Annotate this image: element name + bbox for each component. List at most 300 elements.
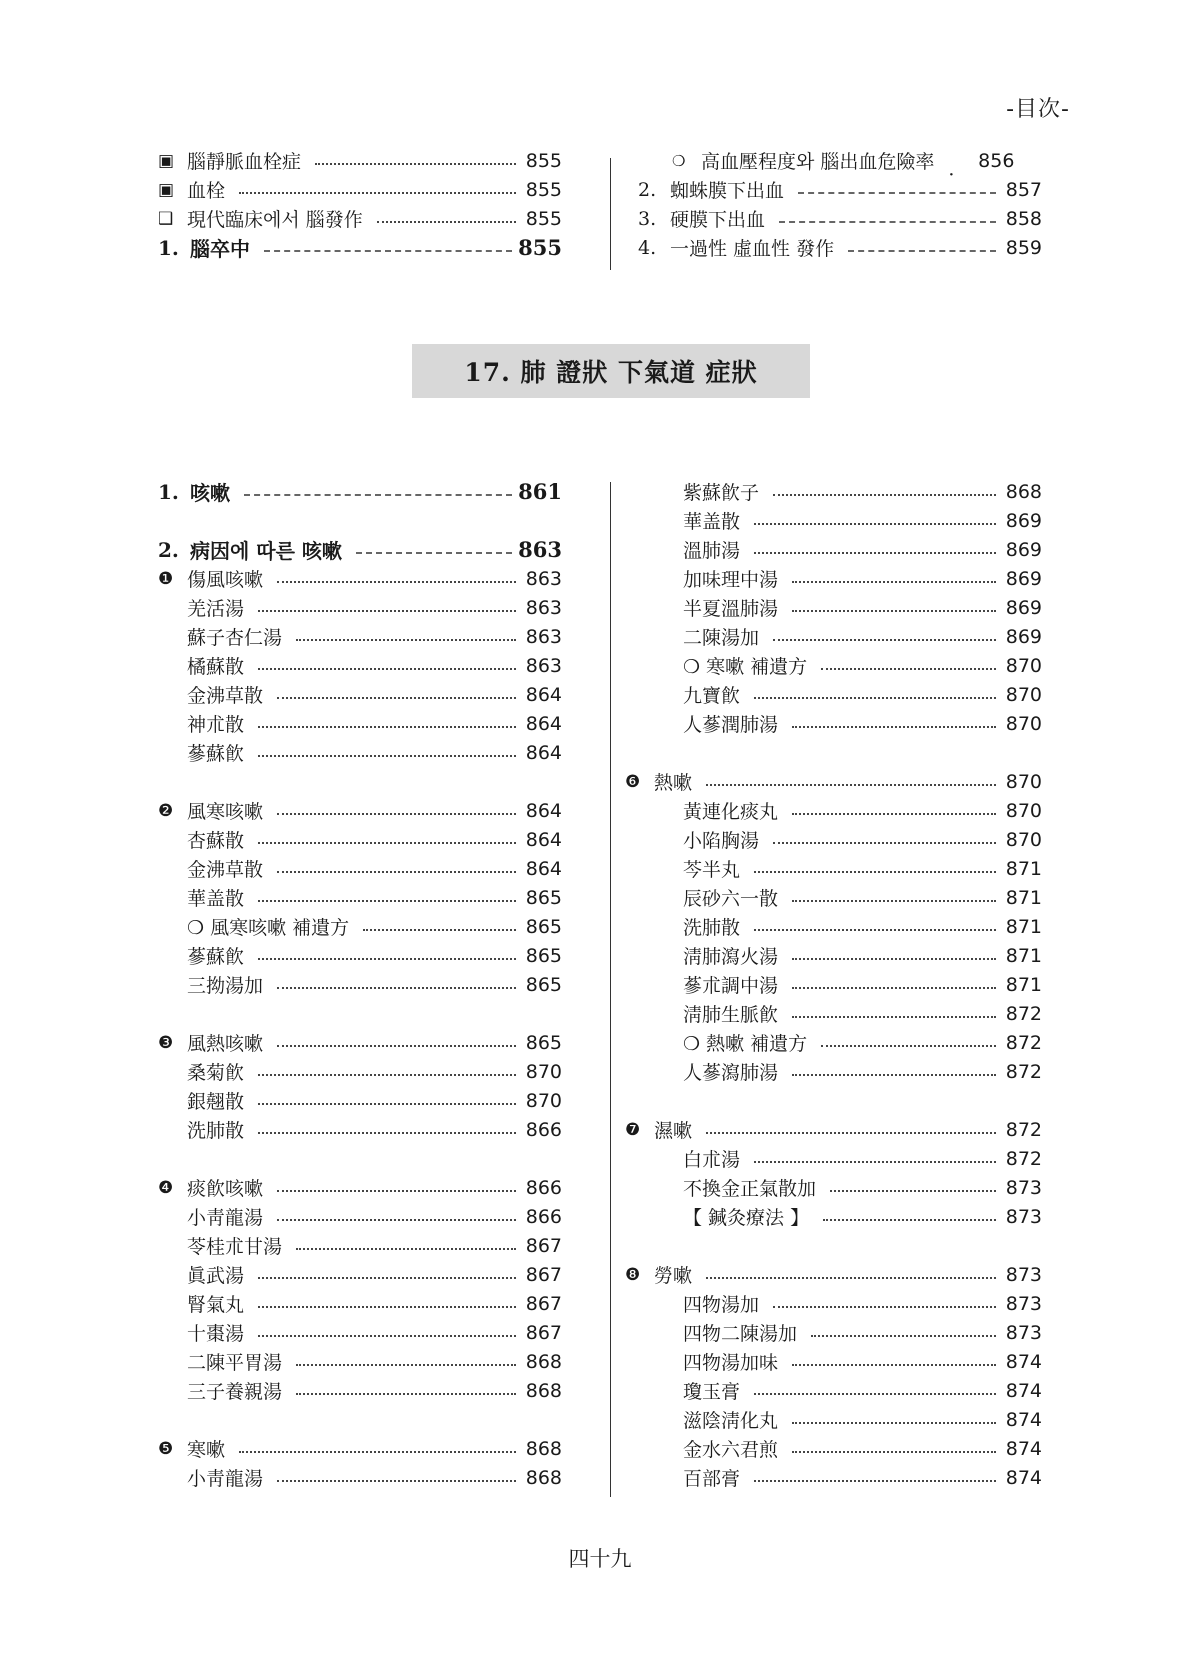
dot-leader — [823, 1219, 996, 1221]
entry-title: 傷風咳嗽 — [187, 569, 264, 591]
entry-marker: ❸ — [158, 1032, 174, 1053]
entry-title: 小陷胸湯 — [683, 830, 760, 852]
column-divider-top — [610, 158, 611, 270]
entry-marker: ▣ — [158, 150, 175, 171]
entry-page-number: 866 — [525, 1118, 562, 1141]
dot-leader — [792, 1074, 996, 1076]
toc-entry[interactable] — [625, 767, 1042, 796]
entry-title: 銀翹散 — [187, 1091, 245, 1113]
toc-entry[interactable] — [654, 1463, 1042, 1492]
toc-entry[interactable] — [158, 535, 562, 564]
entry-page-number: 872 — [1005, 1031, 1042, 1054]
toc-entry[interactable] — [158, 970, 562, 999]
dot-leader — [792, 987, 996, 989]
dot-leader — [258, 900, 516, 902]
dot-leader — [258, 1074, 516, 1076]
entry-title: 洗肺散 — [683, 917, 741, 939]
toc-entry[interactable] — [654, 506, 1042, 535]
dot-leader — [277, 1045, 516, 1047]
entry-page-number: 858 — [1005, 207, 1042, 230]
spacer — [158, 1405, 562, 1434]
entry-title: 寒嗽 — [187, 1439, 226, 1461]
dot-leader — [773, 1306, 996, 1308]
toc-entry[interactable] — [158, 1434, 562, 1463]
entry-title: 溫肺湯 — [683, 540, 741, 562]
entry-title: 九寶飮 — [683, 685, 741, 707]
dot-leader — [258, 1132, 516, 1134]
entry-page-number: 864 — [525, 828, 562, 851]
entry-title: 淸肺生脈飮 — [683, 1004, 779, 1026]
dot-leader — [792, 726, 996, 728]
entry-page-number: 873 — [1005, 1292, 1042, 1315]
toc-entry[interactable] — [654, 1434, 1042, 1463]
dot-leader — [277, 1219, 516, 1221]
dot-leader — [792, 1016, 996, 1018]
toc-entry[interactable] — [158, 709, 562, 738]
entry-title: 人蔘瀉肺湯 — [683, 1062, 779, 1084]
entry-title: 小靑龍湯 — [187, 1468, 264, 1490]
dot-leader — [754, 552, 996, 554]
entry-page-number: 872 — [1005, 1060, 1042, 1083]
toc-entry[interactable] — [625, 1260, 1042, 1289]
entry-title: 橘蘇散 — [187, 656, 245, 678]
dot-leader — [706, 1277, 996, 1279]
dot-leader — [239, 192, 516, 194]
dot-leader — [277, 813, 516, 815]
running-header: -目次- — [1006, 97, 1070, 122]
entry-page-number: 874 — [1005, 1379, 1042, 1402]
dot-leader — [363, 929, 516, 931]
toc-entry[interactable] — [158, 1173, 562, 1202]
entry-title: ❍ 風寒咳嗽 補遺方 — [187, 917, 350, 939]
entry-title: 三子養親湯 — [187, 1381, 283, 1403]
dot-leader — [848, 250, 996, 252]
dot-leader — [296, 639, 516, 641]
entry-page-number: 855 — [525, 149, 562, 172]
dot-leader — [773, 842, 996, 844]
entry-page-number: 871 — [1005, 944, 1042, 967]
toc-entry[interactable] — [158, 912, 562, 941]
entry-page-number: 855 — [525, 207, 562, 230]
entry-marker: ❷ — [158, 800, 174, 821]
entry-page-number: 856 — [978, 149, 1015, 172]
entry-title: 病因에 따른 咳嗽 — [190, 539, 342, 563]
toc-left-column — [158, 477, 562, 1492]
toc-entry[interactable] — [158, 477, 562, 506]
dot-leader — [277, 871, 516, 873]
entry-title: 百部膏 — [683, 1468, 741, 1490]
dot-leader — [258, 668, 516, 670]
toc-entry[interactable] — [158, 175, 562, 204]
entry-page-number: 855 — [518, 235, 562, 260]
entry-page-number: 865 — [525, 886, 562, 909]
spacer — [158, 506, 562, 535]
entry-title: 咳嗽 — [190, 481, 230, 505]
entry-title: 華盖散 — [683, 511, 741, 533]
entry-page-number: 865 — [525, 973, 562, 996]
toc-entry[interactable] — [158, 1318, 562, 1347]
entry-page-number: 869 — [1005, 596, 1042, 619]
entry-title: 白朮湯 — [683, 1149, 741, 1171]
toc-entry[interactable] — [654, 796, 1042, 825]
dot-leader — [296, 1393, 516, 1395]
entry-page-number: 869 — [1005, 567, 1042, 590]
toc-entry[interactable] — [654, 883, 1042, 912]
entry-title: 腦靜脈血栓症 — [187, 151, 302, 173]
toc-entry[interactable] — [158, 941, 562, 970]
entry-page-number: 870 — [1005, 683, 1042, 706]
entry-page-number: 871 — [1005, 886, 1042, 909]
toc-entry[interactable] — [654, 477, 1042, 506]
entry-page-number: 863 — [525, 654, 562, 677]
entry-title: 風熱咳嗽 — [187, 1033, 264, 1055]
toc-entry[interactable] — [158, 204, 562, 233]
entry-title: 桑菊飮 — [187, 1062, 245, 1084]
dot-leader — [258, 1277, 516, 1279]
entry-page-number: 873 — [1005, 1176, 1042, 1199]
entry-title: 羌活湯 — [187, 598, 245, 620]
entry-title: 高血壓程度와 腦出血危險率 — [701, 151, 935, 173]
toc-entry[interactable] — [158, 233, 562, 262]
entry-page-number: 867 — [525, 1321, 562, 1344]
toc-entry[interactable] — [654, 912, 1042, 941]
toc-entry[interactable] — [158, 1115, 562, 1144]
entry-page-number: 863 — [525, 625, 562, 648]
dot-leader — [792, 581, 996, 583]
dot-leader — [773, 639, 996, 641]
toc-entry[interactable] — [158, 593, 562, 622]
dot-leader — [792, 610, 996, 612]
toc-top-left — [158, 146, 562, 262]
toc-entry[interactable] — [158, 680, 562, 709]
dot-leader — [706, 784, 996, 786]
toc-entry[interactable] — [654, 999, 1042, 1028]
entry-title: 人蔘潤肺湯 — [683, 714, 779, 736]
entry-title: ❍ 寒嗽 補遺方 — [683, 656, 808, 678]
toc-entry[interactable] — [654, 941, 1042, 970]
entry-page-number: 872 — [1005, 1002, 1042, 1025]
entry-title: 三拗湯加 — [187, 975, 264, 997]
toc-entry[interactable] — [158, 1028, 562, 1057]
dot-leader — [258, 1306, 516, 1308]
entry-marker: 2. — [158, 537, 179, 562]
dot-leader — [264, 250, 512, 252]
entry-title: 芩半丸 — [683, 859, 741, 881]
dot-leader — [821, 668, 996, 670]
entry-page-number: 874 — [1005, 1350, 1042, 1373]
toc-entry[interactable] — [158, 146, 562, 175]
column-divider-main — [610, 482, 611, 1497]
toc-entry[interactable] — [158, 564, 562, 593]
dot-leader — [754, 871, 996, 873]
toc-entry[interactable] — [158, 738, 562, 767]
entry-page-number: 868 — [525, 1466, 562, 1489]
entry-title: 四物湯加 — [683, 1294, 760, 1316]
entry-page-number: 867 — [525, 1234, 562, 1257]
toc-entry[interactable] — [654, 854, 1042, 883]
entry-page-number: 868 — [1005, 480, 1042, 503]
entry-title: 金水六君煎 — [683, 1439, 779, 1461]
dot-leader — [792, 1364, 996, 1366]
entry-page-number: 873 — [1005, 1263, 1042, 1286]
dot-leader — [754, 1480, 996, 1482]
toc-entry[interactable] — [654, 1318, 1042, 1347]
toc-entry[interactable] — [158, 651, 562, 680]
entry-page-number: 864 — [525, 799, 562, 822]
entry-page-number: 855 — [525, 178, 562, 201]
toc-entry[interactable] — [654, 825, 1042, 854]
entry-title: 金沸草散 — [187, 685, 264, 707]
entry-page-number: 867 — [525, 1292, 562, 1315]
entry-title: 四物二陳湯加 — [683, 1323, 798, 1345]
toc-entry[interactable] — [638, 204, 1042, 233]
dot-leader — [258, 755, 516, 757]
toc-entry[interactable] — [158, 1057, 562, 1086]
entry-page-number: 857 — [1005, 178, 1042, 201]
entry-page-number: 868 — [525, 1437, 562, 1460]
toc-entry[interactable] — [654, 1028, 1042, 1057]
dot-leader — [258, 610, 516, 612]
entry-title: 十棗湯 — [187, 1323, 245, 1345]
entry-page-number: 870 — [1005, 654, 1042, 677]
entry-title: 半夏溫肺湯 — [683, 598, 779, 620]
toc-entry[interactable] — [654, 564, 1042, 593]
dot-leader — [792, 1451, 996, 1453]
entry-marker: ❺ — [158, 1438, 174, 1459]
dot-leader — [277, 1480, 516, 1482]
spacer — [158, 767, 562, 796]
entry-page-number: 870 — [1005, 712, 1042, 735]
toc-entry[interactable] — [638, 175, 1042, 204]
entry-title: 瓊玉膏 — [683, 1381, 741, 1403]
entry-page-number: 870 — [1005, 799, 1042, 822]
entry-title: 眞武湯 — [187, 1265, 245, 1287]
dot-leader — [258, 1103, 516, 1105]
entry-title: 蔘蘇飮 — [187, 743, 245, 765]
entry-page-number: 872 — [1005, 1147, 1042, 1170]
entry-title: 淸肺瀉火湯 — [683, 946, 779, 968]
entry-title: ❍ 熱嗽 補遺方 — [683, 1033, 808, 1055]
toc-entry[interactable] — [654, 535, 1042, 564]
toc-entry[interactable]: ❍ 高血壓程度와 腦出血危險率 · 856 — [638, 146, 1042, 175]
toc-entry[interactable] — [654, 1376, 1042, 1405]
toc-entry[interactable] — [158, 622, 562, 651]
entry-marker: ❹ — [158, 1177, 174, 1198]
entry-page-number: 859 — [1005, 236, 1042, 259]
entry-marker: ❑ — [158, 208, 174, 229]
toc-entry[interactable] — [158, 854, 562, 883]
entry-page-number: 873 — [1005, 1321, 1042, 1344]
toc-entry[interactable] — [625, 1115, 1042, 1144]
dot-leader — [239, 1451, 516, 1453]
toc-entry[interactable] — [654, 1202, 1042, 1231]
entry-marker: ❼ — [625, 1119, 641, 1140]
dot-leader — [830, 1190, 996, 1192]
entry-title: 二陳平胃湯 — [187, 1352, 283, 1374]
toc-entry[interactable] — [158, 1289, 562, 1318]
dot-leader — [754, 697, 996, 699]
page-number: 四十九 — [568, 1547, 632, 1571]
entry-page-number: 874 — [1005, 1408, 1042, 1431]
dot-leader — [792, 958, 996, 960]
entry-title: 蔘朮調中湯 — [683, 975, 779, 997]
entry-title: 蘇子杏仁湯 — [187, 627, 283, 649]
entry-title: 腎氣丸 — [187, 1294, 245, 1316]
toc-entry[interactable] — [654, 1173, 1042, 1202]
entry-title: 【 鍼灸療法 】 — [683, 1207, 810, 1229]
section-title: 17. 肺 證狀 下氣道 症狀 — [412, 344, 810, 398]
entry-title: 蔘蘇飮 — [187, 946, 245, 968]
toc-entry[interactable] — [158, 1347, 562, 1376]
entry-title: 加味理中湯 — [683, 569, 779, 591]
entry-page-number: 869 — [1005, 509, 1042, 532]
toc-entry[interactable] — [158, 1376, 562, 1405]
entry-page-number: 864 — [525, 683, 562, 706]
entry-title: 蜘蛛膜下出血 — [670, 180, 785, 202]
entry-marker: ❽ — [625, 1264, 641, 1285]
toc-entry[interactable] — [158, 1086, 562, 1115]
dot-leader — [754, 523, 996, 525]
dot-leader — [277, 697, 516, 699]
entry-page-number: 870 — [1005, 828, 1042, 851]
entry-title: 小靑龍湯 — [187, 1207, 264, 1229]
entry-page-number: 871 — [1005, 973, 1042, 996]
dot-leader — [821, 1045, 996, 1047]
toc-entry[interactable] — [654, 622, 1042, 651]
entry-title: 風寒咳嗽 — [187, 801, 264, 823]
toc-entry[interactable] — [654, 709, 1042, 738]
dot-leader — [779, 221, 996, 223]
toc-entry[interactable] — [638, 233, 1042, 262]
spacer — [654, 1086, 1042, 1115]
entry-title: 勞嗽 — [654, 1265, 693, 1287]
dot-leader — [258, 726, 516, 728]
entry-page-number: 864 — [525, 857, 562, 880]
entry-page-number: 868 — [525, 1350, 562, 1373]
dot-leader — [258, 958, 516, 960]
entry-page-number: 868 — [525, 1379, 562, 1402]
dot-leader — [754, 1161, 996, 1163]
entry-title: 洗肺散 — [187, 1120, 245, 1142]
entry-title: 濕嗽 — [654, 1120, 693, 1142]
entry-title: 熱嗽 — [654, 772, 693, 794]
entry-page-number: 863 — [525, 567, 562, 590]
entry-title: 紫蘇飮子 — [683, 482, 760, 504]
entry-page-number: 874 — [1005, 1466, 1042, 1489]
spacer — [654, 1231, 1042, 1260]
toc-entry[interactable] — [158, 1260, 562, 1289]
dot-leader — [754, 1393, 996, 1395]
dot-leader — [754, 929, 996, 931]
entry-title: 現代臨床에서 腦發作 — [187, 209, 363, 231]
entry-title: 滋陰淸化丸 — [683, 1410, 779, 1432]
toc-entry[interactable] — [654, 593, 1042, 622]
dot-leader — [277, 581, 516, 583]
toc-entry[interactable] — [654, 651, 1042, 680]
toc-entry[interactable] — [654, 1057, 1042, 1086]
entry-marker: ❻ — [625, 771, 641, 792]
toc-entry[interactable] — [654, 680, 1042, 709]
entry-title: 金沸草散 — [187, 859, 264, 881]
entry-marker: ❶ — [158, 568, 174, 589]
entry-marker: 3. — [638, 207, 657, 230]
entry-title: 華盖散 — [187, 888, 245, 910]
toc-entry[interactable] — [654, 1347, 1042, 1376]
toc-entry[interactable] — [158, 1231, 562, 1260]
entry-title: 神朮散 — [187, 714, 245, 736]
dot-leader — [258, 1335, 516, 1337]
entry-title: 杏蘇散 — [187, 830, 245, 852]
entry-title: 二陳湯加 — [683, 627, 760, 649]
entry-page-number: 866 — [525, 1205, 562, 1228]
entry-page-number: 865 — [525, 1031, 562, 1054]
entry-title: 四物湯加味 — [683, 1352, 779, 1374]
toc-entry[interactable] — [158, 883, 562, 912]
entry-title: 血栓 — [187, 180, 226, 202]
entry-page-number: 870 — [1005, 770, 1042, 793]
entry-page-number: 871 — [1005, 915, 1042, 938]
toc-right-column — [625, 477, 1042, 1492]
entry-title: 硬膜下出血 — [670, 209, 766, 231]
entry-page-number: 870 — [525, 1060, 562, 1083]
entry-page-number: 866 — [525, 1176, 562, 1199]
entry-page-number: 873 — [1005, 1205, 1042, 1228]
entry-page-number: 869 — [1005, 538, 1042, 561]
toc-entry[interactable] — [158, 1202, 562, 1231]
dot-leader — [792, 900, 996, 902]
toc-top-right — [638, 146, 1042, 262]
entry-title: 不換金正氣散加 — [683, 1178, 817, 1200]
dot-leader — [798, 192, 996, 194]
entry-page-number: 872 — [1005, 1118, 1042, 1141]
entry-title: 腦卒中 — [190, 237, 250, 261]
dot-leader — [277, 1190, 516, 1192]
entry-page-number: 867 — [525, 1263, 562, 1286]
entry-title: 黃連化痰丸 — [683, 801, 779, 823]
dot-leader — [244, 494, 512, 496]
spacer — [158, 1144, 562, 1173]
entry-page-number: 864 — [525, 741, 562, 764]
spacer — [654, 738, 1042, 767]
entry-page-number: 863 — [525, 596, 562, 619]
dot-leader — [377, 221, 516, 223]
entry-page-number: 865 — [525, 944, 562, 967]
toc-entry[interactable] — [654, 1144, 1042, 1173]
entry-marker: 2. — [638, 178, 657, 201]
dot-leader — [315, 163, 516, 165]
toc-entry[interactable] — [654, 1405, 1042, 1434]
toc-entry[interactable] — [654, 970, 1042, 999]
dot-leader — [296, 1364, 516, 1366]
toc-entry[interactable] — [158, 796, 562, 825]
entry-title: 痰飮咳嗽 — [187, 1178, 264, 1200]
entry-page-number: 861 — [518, 479, 562, 504]
dot-leader — [296, 1248, 516, 1250]
toc-entry[interactable] — [158, 825, 562, 854]
toc-entry[interactable] — [654, 1289, 1042, 1318]
entry-page-number: 863 — [518, 537, 562, 562]
dot-leader — [277, 987, 516, 989]
entry-page-number: 869 — [1005, 625, 1042, 648]
entry-marker: 1. — [158, 479, 179, 504]
entry-marker: ▣ — [158, 179, 175, 200]
entry-page-number: 864 — [525, 712, 562, 735]
dot-leader — [258, 842, 516, 844]
dot-leader — [811, 1335, 996, 1337]
entry-marker: 1. — [158, 235, 179, 260]
toc-entry[interactable] — [158, 1463, 562, 1492]
entry-marker: ❍ — [672, 151, 686, 170]
